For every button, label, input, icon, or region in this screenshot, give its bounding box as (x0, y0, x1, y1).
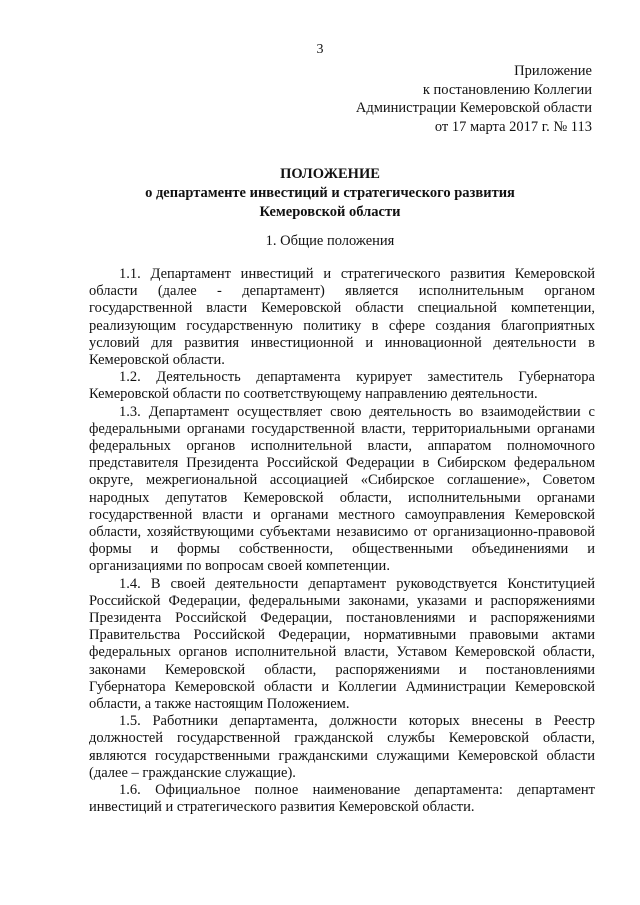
paragraph: 1.4. В своей деятельности департамент руководствуется Конституцией Российской Федерации, федеральными законами, указами и распоряжениями Президента Российской Федерации, постановлениями и распоряжениями Правительства Российской Федерации, нормативными правовыми актами федеральных органов исполнительной власти, Уставом Кемеровской области, законами Кемеровской области, распоряжениями и постановлениями Губернатора Кемеровской области и Коллегии Администрации Кемеровской области, а также настоящим Положением. (89, 575, 595, 713)
appendix-line: к постановлению Коллегии (422, 81, 592, 98)
section-heading: 1. Общие положения (265, 233, 395, 249)
appendix-block (330, 62, 592, 136)
paragraph: 1.6. Официальное полное наименование департамента: департамент инвестиций и стратегического развития Кемеровской области. (89, 782, 595, 816)
document-title (60, 165, 600, 222)
paragraph: 1.5. Работники департамента, должности которых внесены в Реестр должностей государственной гражданской службы Кемеровской области, являются государственными гражданскими служащими Кемеровской области (далее – гражданские служащие). (89, 713, 595, 781)
document-body (89, 266, 595, 817)
page-number: 3 (316, 42, 324, 57)
paragraph: 1.1. Департамент инвестиций и стратегического развития Кемеровской области (далее - департамент) является исполнительным органом государственной власти Кемеровской области специальной компетенции, реализующим государственную политику в сфере создания благоприятных условий для развития инвестиционной и инновационной деятельности в Кемеровской области. (89, 266, 595, 369)
paragraph: 1.3. Департамент осуществляет свою деятельность во взаимодействии с федеральными органами государственной власти, территориальными органами федеральных органов исполнительной власти, аппаратом полномочного представителя Президента Российской Федерации в Сибирском федеральном округе, межрегиональной ассоциацией «Сибирское соглашение», Советом народных депутатов Кемеровской области, исполнительными органами государственной власти и органами местного самоуправления Кемеровской области, хозяйствующими субъектами независимо от организационно-правовой формы и формы собственности, общественными объединениями и организациями по вопросам своей компетенции. (89, 403, 595, 575)
title-subtitle: Кемеровской области (259, 204, 401, 220)
title-subtitle: о департаменте инвестиций и стратегического развития (145, 185, 515, 201)
appendix-line: Администрации Кемеровской области (355, 100, 592, 116)
paragraph: 1.2. Деятельность департамента курирует заместитель Губернатора Кемеровской области по соответствующему направлению деятельности. (89, 369, 595, 403)
appendix-line: Приложение (514, 63, 592, 79)
appendix-line: от 17 марта 2017 г. № 113 (434, 118, 592, 135)
title-main: ПОЛОЖЕНИЕ (280, 166, 380, 182)
